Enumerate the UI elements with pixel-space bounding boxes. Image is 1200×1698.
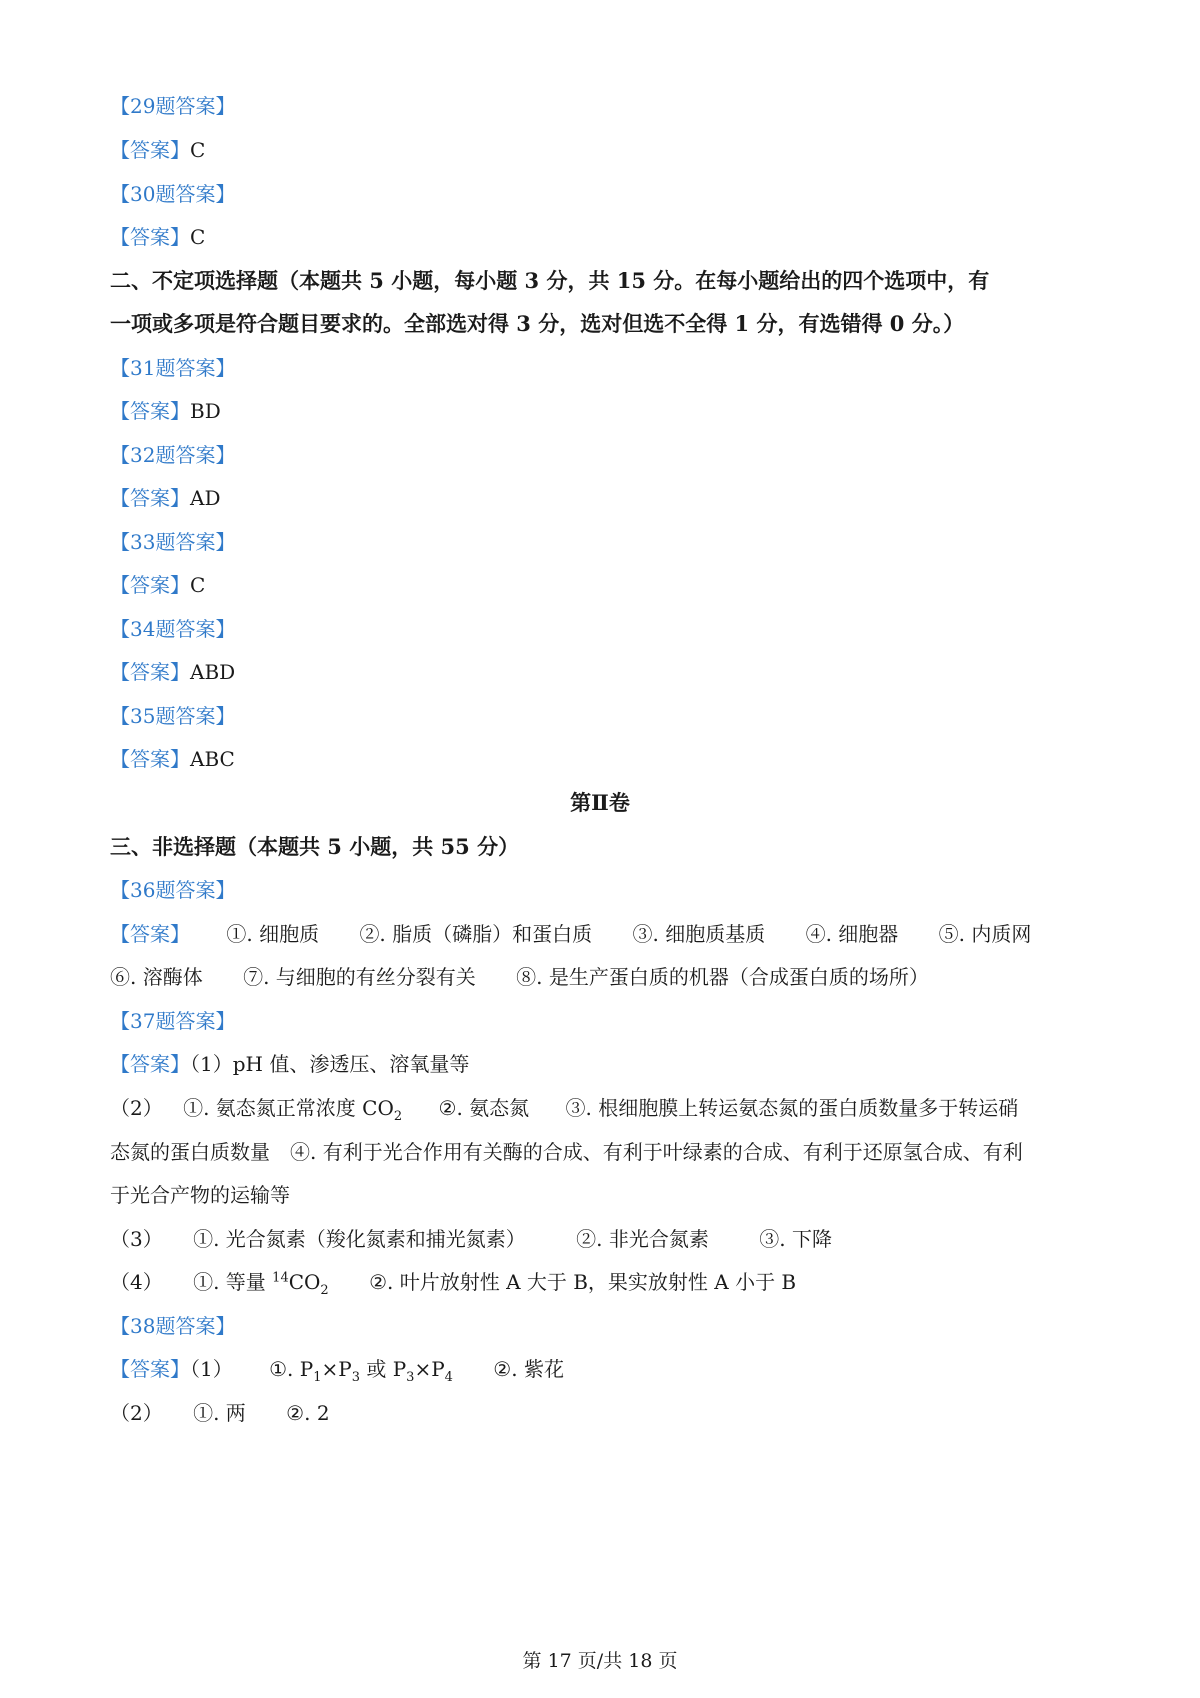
q36-heading	[110, 875, 1100, 905]
answer-tag: 【答案】	[110, 225, 190, 249]
q36-item-7: ⑦. 与细胞的有丝分裂有关	[243, 965, 476, 989]
q37-heading	[110, 1006, 1100, 1036]
q37-part3-item3: ③. 下降	[759, 1227, 832, 1251]
q38-heading	[110, 1311, 1100, 1341]
q36-answer-line1	[110, 919, 1100, 949]
q37-part1	[110, 1049, 1100, 1079]
q36-item-3: ③. 细胞质基质	[632, 922, 766, 946]
q31-tag: 【31题答案】	[110, 356, 236, 380]
q37-part3-item2: ②. 非光合氮素	[576, 1227, 709, 1251]
q37-part2-line2: 态氮的蛋白质数量 ④. 有利于光合作用有关酶的合成、有利于叶绿素的合成、有利于还原氢合成、有利	[110, 1140, 1023, 1164]
q37-part1-text: （1）pH 值、渗透压、溶氧量等	[190, 1052, 470, 1076]
q37-part4-item1: ①. 等量 $^{14}CO_2$	[193, 1270, 329, 1298]
q38-part1-item1: ①. $P_1\times P_3$ 或 $P_3\times P_4$	[269, 1357, 453, 1385]
q34-tag: 【34题答案】	[110, 617, 236, 641]
q36-item-4: ④. 细胞器	[805, 922, 899, 946]
q38-part1-label: （1）	[190, 1357, 233, 1381]
q37-part4-item2: ②. 叶片放射性 A 大于 B，果实放射性 A 小于 B	[369, 1270, 797, 1294]
section3-heading: 三、非选择题（本题共 5 小题，共 55 分）	[110, 834, 520, 859]
q34-answer	[110, 657, 1100, 687]
q36-item-5: ⑤. 内质网	[938, 922, 1032, 946]
q35-answer	[110, 744, 1100, 774]
q29-tag: 【29题答案】	[110, 94, 236, 118]
q30-answer	[110, 222, 1100, 252]
q38-part1	[110, 1354, 1100, 1384]
answer-tag: 【答案】	[110, 660, 190, 684]
q38-part2-item1: ①. 两	[193, 1401, 246, 1425]
answer-value: BD	[190, 399, 221, 423]
answer-tag: 【答案】	[110, 486, 190, 510]
answer-value: AD	[190, 486, 221, 510]
answer-value: C	[190, 573, 206, 597]
q37-tag: 【37题答案】	[110, 1009, 236, 1033]
q34-heading	[110, 614, 1100, 644]
section2-line2: 一项或多项是符合题目要求的。全部选对得 3 分，选对但选不全得 1 分，有选错得 0 分。）	[110, 311, 965, 336]
q30-heading	[110, 179, 1100, 209]
q36-answer-line2	[110, 962, 1100, 992]
volume-title: 第Ⅱ卷	[570, 790, 630, 815]
q37-part3	[110, 1224, 1100, 1254]
q38-part2	[110, 1398, 1100, 1428]
q37-part3-item1: ①. 光合氮素（羧化氮素和捕光氮素）	[193, 1227, 526, 1251]
answer-tag: 【答案】	[110, 399, 190, 423]
q36-tag: 【36题答案】	[110, 878, 236, 902]
answer-value: C	[190, 138, 206, 162]
answer-value: ABD	[190, 660, 236, 684]
q37-part4-label: （4）	[110, 1270, 163, 1294]
section2-line1: 二、不定项选择题（本题共 5 小题，每小题 3 分，共 15 分。在每小题给出的四个选项中，有	[110, 268, 990, 293]
q38-part2-item2: ②. 2	[286, 1401, 330, 1425]
q38-part2-label: （2）	[110, 1401, 163, 1425]
answer-value: ABC	[190, 747, 235, 771]
q35-tag: 【35题答案】	[110, 704, 236, 728]
page-footer: 第 17 页/共 18 页	[522, 1650, 678, 1672]
q37-part2-item1: ①. 氨态氮正常浓度 $CO_2$	[183, 1096, 403, 1124]
q29-heading	[110, 91, 1100, 121]
q35-heading	[110, 701, 1100, 731]
q37-part3-label: （3）	[110, 1227, 163, 1251]
q37-part2-line1	[110, 1093, 1100, 1123]
q32-answer	[110, 483, 1100, 513]
q33-answer	[110, 570, 1100, 600]
answer-tag: 【答案】	[110, 138, 190, 162]
q37-part2-label: （2）	[110, 1096, 163, 1120]
q31-heading	[110, 353, 1100, 383]
q36-item-6: ⑥. 溶酶体	[110, 965, 203, 989]
q32-tag: 【32题答案】	[110, 443, 236, 467]
q33-heading	[110, 527, 1100, 557]
q31-answer	[110, 396, 1100, 426]
answer-tag: 【答案】	[110, 747, 190, 771]
answer-tag: 【答案】	[110, 573, 190, 597]
q38-part1-item2: ②. 紫花	[493, 1357, 564, 1381]
q32-heading	[110, 440, 1100, 470]
q37-part2-item3: ③. 根细胞膜上转运氨态氮的蛋白质数量多于转运硝	[565, 1096, 1019, 1120]
q36-item-2: ②. 脂质（磷脂）和蛋白质	[359, 922, 593, 946]
q36-item-8: ⑧. 是生产蛋白质的机器（合成蛋白质的场所）	[516, 965, 929, 989]
q36-item-1: ①. 细胞质	[226, 922, 320, 946]
answer-value: C	[190, 225, 206, 249]
answer-tag: 【答案】	[110, 1357, 190, 1381]
q37-part4	[110, 1267, 1100, 1297]
q29-answer	[110, 135, 1100, 165]
answer-tag: 【答案】	[110, 922, 190, 946]
q30-tag: 【30题答案】	[110, 182, 236, 206]
answer-tag: 【答案】	[110, 1052, 190, 1076]
q33-tag: 【33题答案】	[110, 530, 236, 554]
q38-tag: 【38题答案】	[110, 1314, 236, 1338]
q37-part2-item2: ②. 氨态氮	[438, 1096, 530, 1120]
q37-part2-line3: 于光合产物的运输等	[110, 1183, 290, 1207]
